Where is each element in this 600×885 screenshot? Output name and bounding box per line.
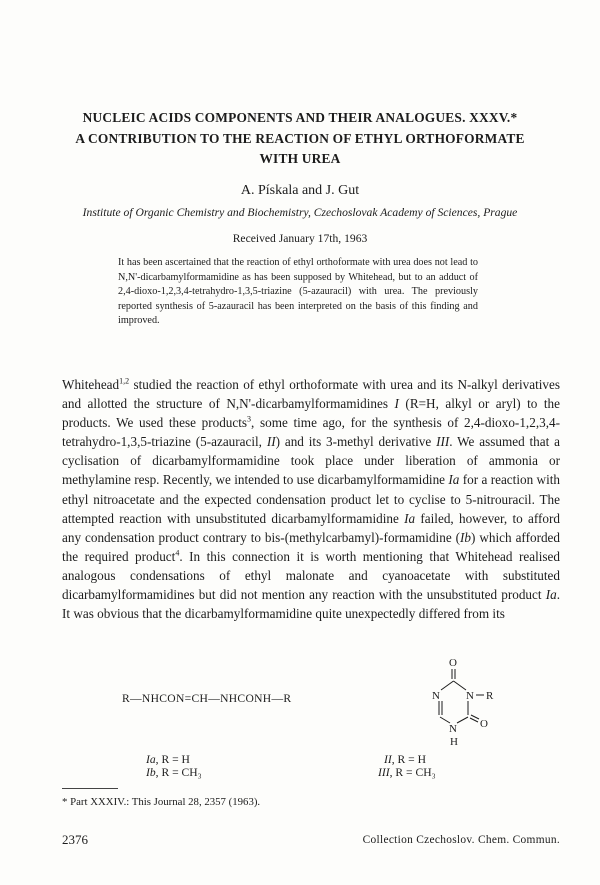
triazine-structure (404, 655, 514, 755)
footnote-rule (62, 788, 118, 789)
ring-atom-n: N (432, 690, 440, 702)
compound-ref: II (266, 434, 276, 450)
ring-atom-h: H (450, 736, 458, 748)
journal-name: Collection Czechoslov. Chem. Commun. (362, 834, 560, 846)
ref-citation: 4 (175, 548, 180, 558)
compound-ref: Ib (460, 529, 472, 545)
title-line-2: A CONTRIBUTION TO THE REACTION OF ETHYL ORTHOFORMATE (75, 131, 525, 146)
compound-ref: Ia (404, 510, 416, 526)
received-date: Received January 17th, 1963 (232, 232, 368, 245)
abstract: It has been ascertained that the reaction of ethyl orthoformate with urea does not lead to N,N'-dicarbamylformamidine as has been supposed by Whitehead, but to an adduct of 2,4-dioxo-1,2,3,4-tetrahydro-1,3,5-triazine (5-azauracil) with urea. The previously reported synthesis of 5-azauracil has been interpreted on the basis of this finding and improved. (118, 257, 478, 327)
title-line-1: NUCLEIC ACIDS COMPONENTS AND THEIR ANALOGUES. XXXV.* (82, 110, 518, 125)
compound-ref: Ia (545, 587, 557, 603)
dicarbamylformamidine-formula: R—NHCON=CH—NHCONH—R (122, 692, 292, 705)
compound-ref: III (436, 434, 450, 450)
ring-atom-n: N (449, 723, 457, 735)
ring-atom-n: N (466, 690, 474, 702)
footnote: * Part XXXIV.: This Journal 28, 2357 (1963). (62, 796, 261, 808)
compound-ref: Ia (448, 472, 460, 488)
compound-def-ia: Ia, R = H (146, 753, 190, 766)
ring-substituent-r: R (486, 690, 494, 702)
compound-def-iii: III, R = CH₃ (378, 766, 436, 779)
ref-citation: 3 (247, 414, 252, 424)
compound-def-ii: II, R = H (384, 753, 426, 766)
compound-ref: I (394, 396, 399, 412)
ref-citation: 1,2 (119, 376, 130, 386)
ring-atom-o: O (480, 718, 488, 730)
compound-def-ib: Ib, R = CH₃ (146, 766, 202, 779)
authors: A. Pískala and J. Gut (240, 183, 360, 198)
ring-atom-o: O (449, 657, 457, 669)
body-paragraph: Whitehead$^{1,2}$ studied the reaction of ethyl orthoformate with urea and its N-alkyl derivatives and allotted the structure of N,N'-dicarbamylformamidines I (R=H, alkyl or aryl) to the products. We used these products$^3$, some time ago, for the synthesis of 2,4-dioxo-1,2,3,4-tetrahydro-1,3,5-triazine (5-azauracil, II) and its 3-methyl derivative III. We assumed that a cyclisation of dicarbamylformamidine took place under liberation of ammonia or methylamine resp. Recently, we intended to use dicarbamylformamidine Ia for a reaction with ethyl nitroacetate and the expected condensation product let to cyclise to 5-nitrouracil. The attempted reaction with unsubstituted dicarbamylformamidine Ia failed, however, to afford any condensation product contrary to bis-(methylcarbamyl)-formamidine (Ib) which afforded the required product$^4$. In this connection it is worth mentioning that Whitehead realised analogous condensations of ethyl malonate and cyanoacetate with substituted dicarbamylformamidines but did not mention any reaction with the unsubstituted product Ia. It was obvious that the dicarbamylformamidine quite unexpectedly differed from its (62, 376, 561, 622)
page-number: 2376 (62, 832, 88, 847)
affiliation: Institute of Organic Chemistry and Biochemistry, Czechoslovak Academy of Sciences, Prague (82, 206, 518, 219)
title-line-3: WITH UREA (259, 151, 341, 166)
